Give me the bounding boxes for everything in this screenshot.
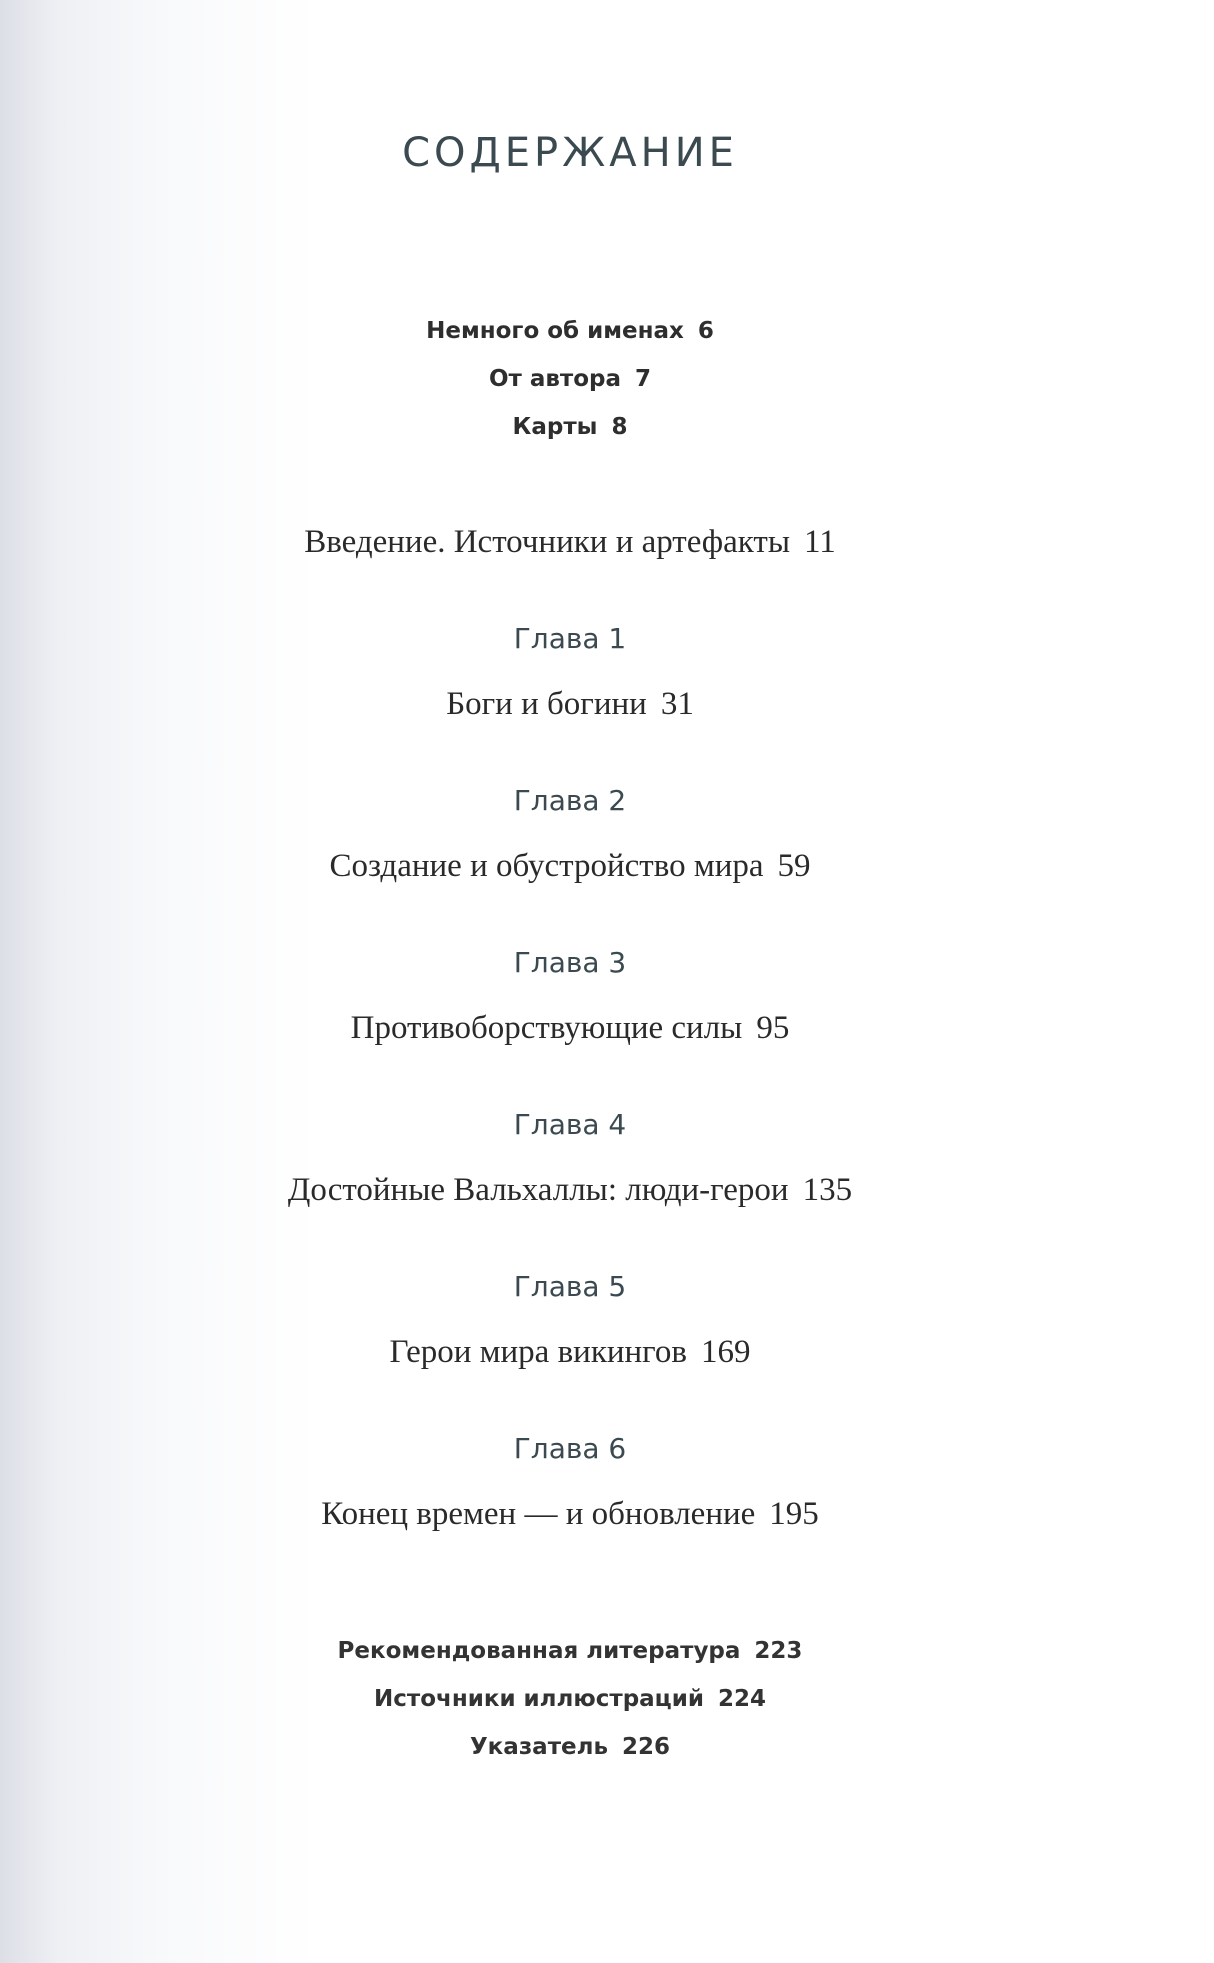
chapter-5-entry	[0, 1334, 1140, 1371]
chapter-6-label: Глава 6	[513, 1432, 627, 1465]
entry-label: Введение. Источники и артефакты	[304, 524, 791, 560]
entry-label: Боги и богини	[446, 686, 647, 722]
toc-entry-intro	[0, 524, 1140, 561]
chapter-4-label: Глава 4	[513, 1108, 627, 1141]
entry-page: 223	[754, 1638, 803, 1664]
toc-entry-back-2	[0, 1686, 1140, 1712]
entry-label: Конец времен — и обновление	[321, 1496, 756, 1532]
chapter-3-entry	[0, 1010, 1140, 1047]
entry-page: 59	[777, 848, 811, 884]
entry-label: Герои мира викингов	[389, 1334, 687, 1370]
entry-label: Немного об именах	[426, 318, 684, 344]
entry-label: Карты	[512, 414, 598, 440]
entry-page: 95	[756, 1010, 790, 1046]
entry-page: 11	[804, 524, 836, 560]
entry-label: Источники иллюстраций	[374, 1686, 704, 1712]
entry-page: 169	[700, 1334, 751, 1370]
entry-page: 7	[635, 366, 652, 392]
chapter-2-label: Глава 2	[513, 784, 627, 817]
entry-label: Рекомендованная литература	[337, 1638, 741, 1664]
chapter-1-label: Глава 1	[513, 622, 627, 655]
toc-entry-front-1	[0, 318, 1140, 344]
chapter-2-entry	[0, 848, 1140, 885]
chapter-1-entry	[0, 686, 1140, 723]
toc-entry-front-2	[0, 366, 1140, 392]
toc-entry-front-3	[0, 414, 1140, 440]
entry-page: 31	[660, 686, 694, 722]
entry-label: Указатель	[469, 1734, 609, 1760]
chapter-3-label: Глава 3	[513, 946, 627, 979]
entry-label: Достойные Вальхаллы: люди-герои	[287, 1172, 789, 1208]
chapter-4-entry	[0, 1172, 1140, 1209]
entry-page: 226	[622, 1734, 671, 1760]
entry-page: 135	[802, 1172, 853, 1208]
chapter-6-entry	[0, 1496, 1140, 1533]
entry-label: Создание и обустройство мира	[329, 848, 764, 884]
entry-label: Противоборствующие силы	[350, 1010, 743, 1046]
entry-page: 8	[611, 414, 628, 440]
entry-page: 6	[697, 318, 714, 344]
entry-label: От автора	[488, 366, 622, 392]
entry-page: 224	[717, 1686, 766, 1712]
entry-page: 195	[769, 1496, 819, 1532]
page-title: СОДЕРЖАНИЕ	[402, 130, 738, 176]
chapter-5-label: Глава 5	[513, 1270, 627, 1303]
toc-entry-back-1	[0, 1638, 1140, 1664]
toc-entry-back-3	[0, 1734, 1140, 1760]
